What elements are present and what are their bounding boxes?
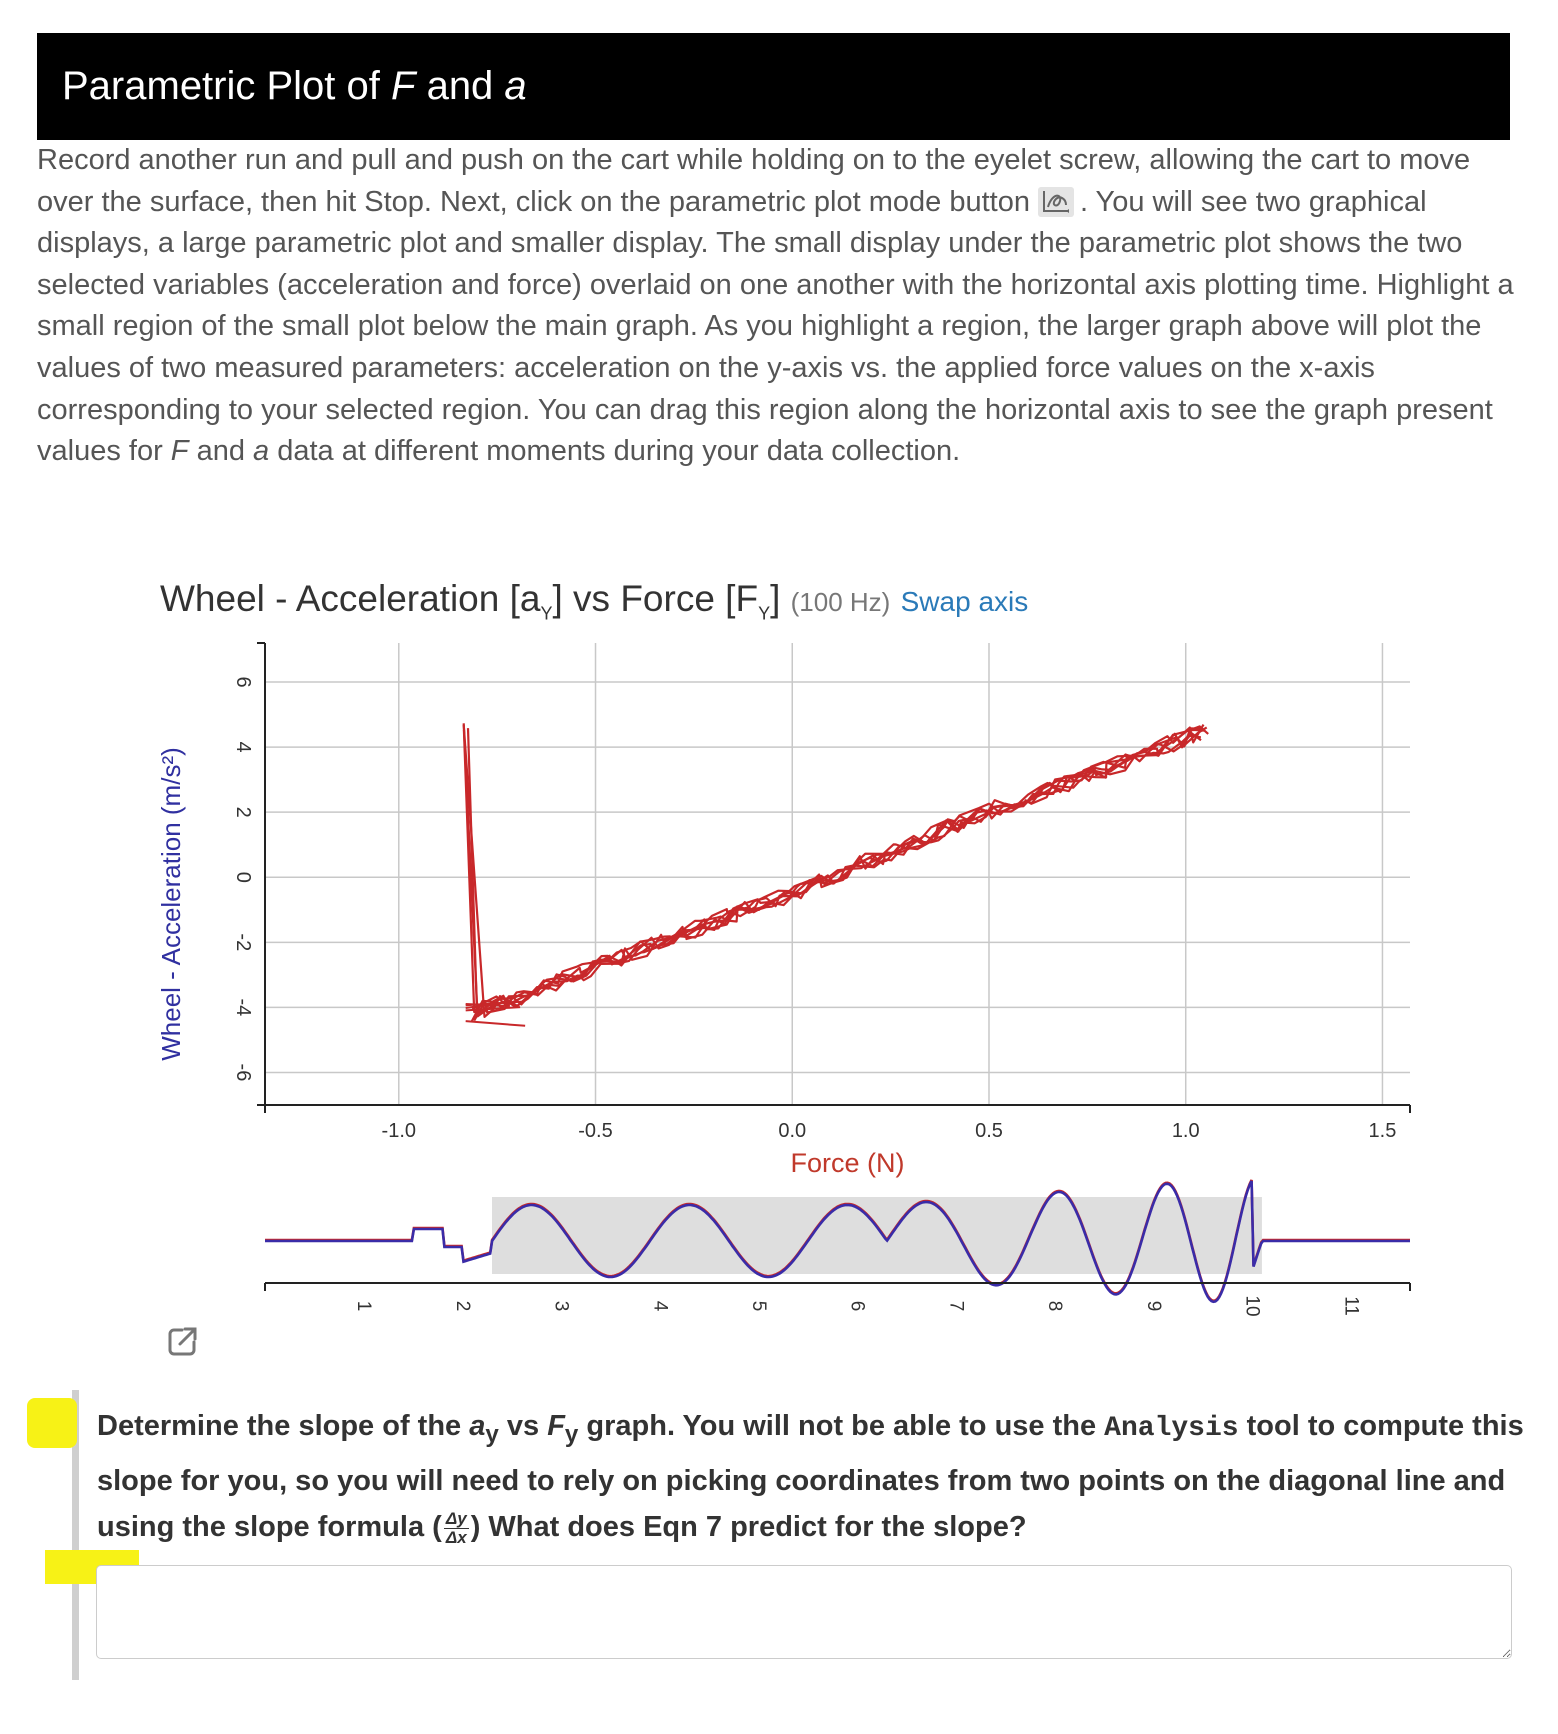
instructions-var-f: F [170,435,189,468]
question-vs: vs [498,1410,548,1442]
header-var-f: F [391,64,416,108]
series-line-acceleration-vs-force [472,736,1201,1022]
question-block [72,1390,1532,1680]
time-series-line-force [265,1181,1410,1302]
time-tick-label: 2 [451,1300,473,1312]
question-text-3: tool to compute this slope for you, so you will need to rely on picking coordinates from two points on the diagonal line and using the slope formula ( [97,1410,1524,1543]
series-line-acceleration-vs-force [472,733,1201,1013]
y-axis-label: Wheel - Acceleration (m/s²) [156,747,186,1061]
question-text [97,1403,1527,1550]
instructions-paragraph [37,140,1517,473]
header-and: and [415,64,505,108]
series-line-acceleration-vs-force [466,1004,510,1006]
time-tick-label: 7 [945,1300,967,1312]
time-tick-label: 8 [1044,1300,1066,1312]
x-tick-label: -0.5 [578,1120,613,1142]
question-text-1: Determine the slope of the [97,1410,470,1442]
instructions-and: and [188,435,254,468]
question-sub-a: y [485,1420,499,1448]
question-text-2: graph. You will not be able to use the [578,1410,1105,1442]
instructions-text-1: Record another run and pull and push on the cart while holding on to the eyelet screw, allowing the cart to move over the surface, then hit Stop. Next, click on the parametric plot mode button [37,144,1471,218]
time-tick-label: 4 [649,1300,671,1312]
answer-textarea[interactable] [96,1565,1512,1659]
y-tick-label: -4 [232,998,254,1017]
fraction-numerator: Δy [445,1508,467,1528]
chart-title [160,578,1028,624]
time-series-group [265,1180,1410,1302]
x-tick-label: 0.0 [778,1120,807,1142]
section-header [37,33,1510,140]
question-var-f: F [547,1410,565,1442]
time-tick-label: 10 [1241,1295,1263,1317]
chart-title-mid: ] vs Force [F [552,578,759,619]
swap-axis-link[interactable]: Swap axis [900,586,1029,617]
y-tick-label: -6 [232,1063,254,1082]
series-line-acceleration-vs-force [474,725,1203,1021]
parametric-plot-icon[interactable] [1038,187,1074,217]
slope-fraction [444,1510,469,1547]
fraction-denominator: Δx [445,1527,467,1547]
chart-title-end: ] [770,578,781,619]
instructions-text-2: . You will see two graphical displays, a large parametric plot and smaller display. The small display under the parametric plot shows the two selected variables (acceleration and force) overlaid on one another with the horizontal axis plotting time. Highlight a small region of the small plot below the main graph. As you highlight a region, the larger graph above will plot the values of two measured parameters: acceleration on the y-axis vs. the applied force values on the x-axis corresponding to your selected region. You can drag this region along the horizontal axis to see the graph present values for [37,185,1514,468]
analysis-tool-name: Analysis [1104,1413,1239,1444]
y-tick-label: 4 [232,741,254,753]
question-var-a: a [469,1410,486,1442]
time-tick-label: 6 [846,1300,868,1312]
y-tick-label: 6 [232,676,254,688]
y-tick-label: -2 [232,933,254,952]
header-title-text: Parametric Plot of [62,64,392,108]
x-tick-label: -1.0 [381,1120,417,1142]
series-line-acceleration-vs-force [468,728,1204,1016]
instructions-text-3: data at different moments during your data collection. [269,435,961,468]
x-tick-label: 1.5 [1368,1120,1397,1142]
time-tick-label: 1 [353,1300,375,1312]
time-tick-label: 3 [550,1300,572,1312]
time-tick-label: 11 [1340,1296,1362,1316]
series-line-acceleration-vs-force [464,725,1207,1017]
time-tick-label: 9 [1142,1300,1164,1312]
header-var-a: a [504,64,527,108]
y-tick-label: 2 [232,806,254,818]
series-group [464,723,1208,1025]
series-line-acceleration-vs-force [464,726,1208,1012]
x-axis-label: Force (N) [790,1148,905,1178]
series-line-acceleration-vs-force [464,723,1201,1016]
instructions-var-a: a [253,435,270,468]
time-selection-region [492,1197,1262,1274]
series-line-acceleration-vs-force [466,1021,525,1026]
chart-sample-rate: (100 Hz) [790,587,891,617]
series-line-acceleration-vs-force [466,1002,523,1006]
x-tick-label: 0.5 [975,1120,1003,1142]
time-series-line-acceleration [265,1180,1410,1301]
x-tick-label: 1.0 [1171,1120,1200,1142]
highlight-mark [27,1398,77,1448]
y-tick-label: 0 [232,871,254,883]
chart-title-main: Wheel - Acceleration [a [160,578,541,619]
chart-title-sub-a: Y [540,603,553,624]
series-line-acceleration-vs-force [466,1002,510,1008]
series-line-acceleration-vs-force [466,1007,520,1010]
export-icon[interactable] [166,1324,200,1358]
chart-grid [265,643,1410,1105]
question-text-4: ) What does Eqn 7 predict for the slope? [470,1510,1027,1543]
chart-title-sub-f: Y [758,603,771,624]
time-tick-label: 5 [748,1300,770,1312]
question-sub-f: y [564,1420,579,1448]
